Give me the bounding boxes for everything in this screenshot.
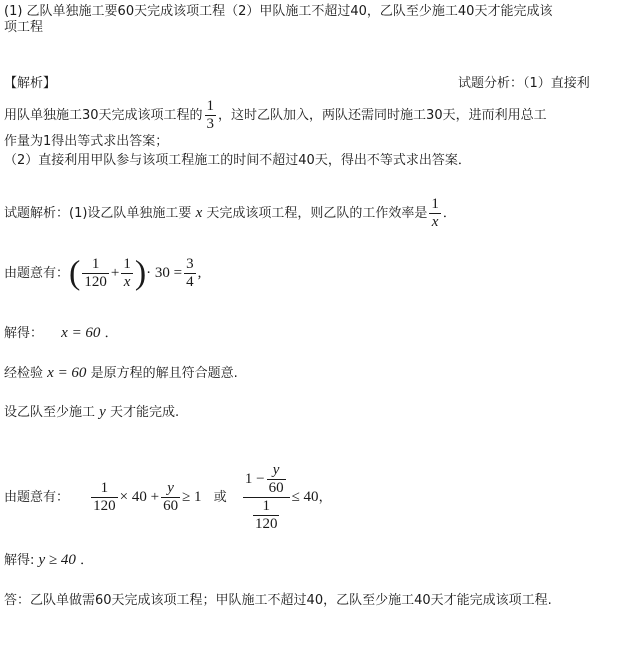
comma: ， xyxy=(318,490,332,505)
fraction-numerator: 1 xyxy=(91,480,118,498)
solution-1-label: 解得： xyxy=(4,326,44,341)
solution-1-expression: x = 60 xyxy=(61,325,101,341)
analysis-text-c: 作量为1得出等式求出答案； xyxy=(4,134,169,149)
period: ． xyxy=(104,326,118,341)
variable-y: y xyxy=(99,404,106,420)
comma: , xyxy=(197,265,202,281)
equation-2-label: 由题意有： xyxy=(4,490,70,505)
efficiency-fraction xyxy=(429,196,441,231)
verification-text-b: 是原方程的解且符合题意. xyxy=(90,366,238,381)
analysis-paragraph-2: （2）直接利用甲队参与该项工程施工的时间不超过40天，得出不等式求出答案． xyxy=(4,153,471,168)
analysis-text-a: 用队单独施工30天完成该项工程的 xyxy=(4,108,203,123)
question-line-1: (1) 乙队单独施工要60天完成该项工程（2）甲队施工不超过40，乙队至少施工40天才能完成该 xyxy=(4,4,553,19)
fraction-1-over-x xyxy=(121,256,133,291)
one-minus: 1 − xyxy=(244,470,265,487)
analysis-label: 【解析】 xyxy=(4,76,57,91)
question-line-2: 项工程 xyxy=(4,20,44,35)
solution-2-expression: y ≥ 40 xyxy=(38,552,76,568)
fraction-numerator: 1 xyxy=(253,498,280,516)
solution-2-label: 解得: xyxy=(4,553,35,568)
left-paren: ( xyxy=(69,254,81,292)
right-paren: ) xyxy=(134,254,147,292)
fraction-numerator: y xyxy=(161,480,180,498)
fraction-numerator: 3 xyxy=(186,256,194,272)
solution-2 xyxy=(4,552,93,569)
solution-text-a: 试题解析：(1)设乙队单独施工要 xyxy=(4,206,192,221)
analysis-intro: 试题分析：（1）直接利 xyxy=(458,76,590,91)
greater-equal-1: ≥ 1 xyxy=(182,489,202,505)
fraction-1-over-120 xyxy=(91,480,118,515)
fraction-numerator: 1 xyxy=(123,256,131,272)
solution-text-b: 天完成该项工程，则乙队的工作效率是 xyxy=(206,206,428,221)
verification-expression: x = 60 xyxy=(47,365,87,381)
fraction-denominator: 60 xyxy=(268,480,284,496)
period: ． xyxy=(80,553,94,568)
fraction-numerator: 1 xyxy=(431,196,439,212)
equation-2 xyxy=(4,462,332,533)
less-equal-40: ≤ 40 xyxy=(291,489,319,505)
final-answer: 答：乙队单做需60天完成该项工程；甲队施工不超过40，乙队至少施工40天才能完成该项工程. xyxy=(4,593,552,608)
complex-denominator xyxy=(243,498,290,533)
analysis-text-b: ，这时乙队加入，两队还需同时施工30天，进而利用总工 xyxy=(218,108,547,123)
or-word: 或 xyxy=(213,490,227,505)
complex-numerator xyxy=(243,462,290,498)
fraction-denominator: x xyxy=(431,214,439,230)
solution-step-1 xyxy=(4,196,456,231)
fraction-numerator: 1 xyxy=(206,98,215,114)
fraction-y-over-60 xyxy=(161,480,180,515)
variable-x: x xyxy=(195,205,203,221)
equation-1-label: 由题意有： xyxy=(4,266,70,281)
fraction-denominator: 60 xyxy=(163,498,179,514)
fraction-denominator: 4 xyxy=(186,274,194,290)
inner-fraction-1-over-120 xyxy=(253,498,280,533)
fraction-denominator: 120 xyxy=(84,274,107,290)
set-text-b: 天才能完成. xyxy=(109,405,180,420)
one-third-fraction xyxy=(205,98,217,133)
times-40-plus: × 40 + xyxy=(119,489,160,505)
fraction-denominator: x xyxy=(123,274,131,290)
fraction-denominator: 120 xyxy=(93,498,116,514)
set-text-a: 设乙队至少施工 xyxy=(4,405,96,420)
fraction-numerator: 1 xyxy=(82,256,109,274)
period: ． xyxy=(442,206,456,221)
plus-sign: + xyxy=(110,265,120,281)
fraction-1-over-120 xyxy=(82,256,109,291)
verification-text-a: 经检验 xyxy=(4,366,44,381)
complex-fraction xyxy=(243,462,290,533)
analysis-paragraph-1 xyxy=(4,98,547,133)
fraction-denominator: 3 xyxy=(206,116,215,132)
fraction-numerator: y xyxy=(267,462,286,480)
fraction-denominator: 120 xyxy=(254,516,278,532)
times-30-equals: · 30 = xyxy=(146,265,183,281)
verification xyxy=(4,365,238,382)
inner-fraction-y-over-60 xyxy=(267,462,286,497)
set-variable-y xyxy=(4,404,179,421)
fraction-3-over-4 xyxy=(184,256,196,291)
equation-1 xyxy=(4,256,201,291)
solution-1 xyxy=(4,325,118,342)
